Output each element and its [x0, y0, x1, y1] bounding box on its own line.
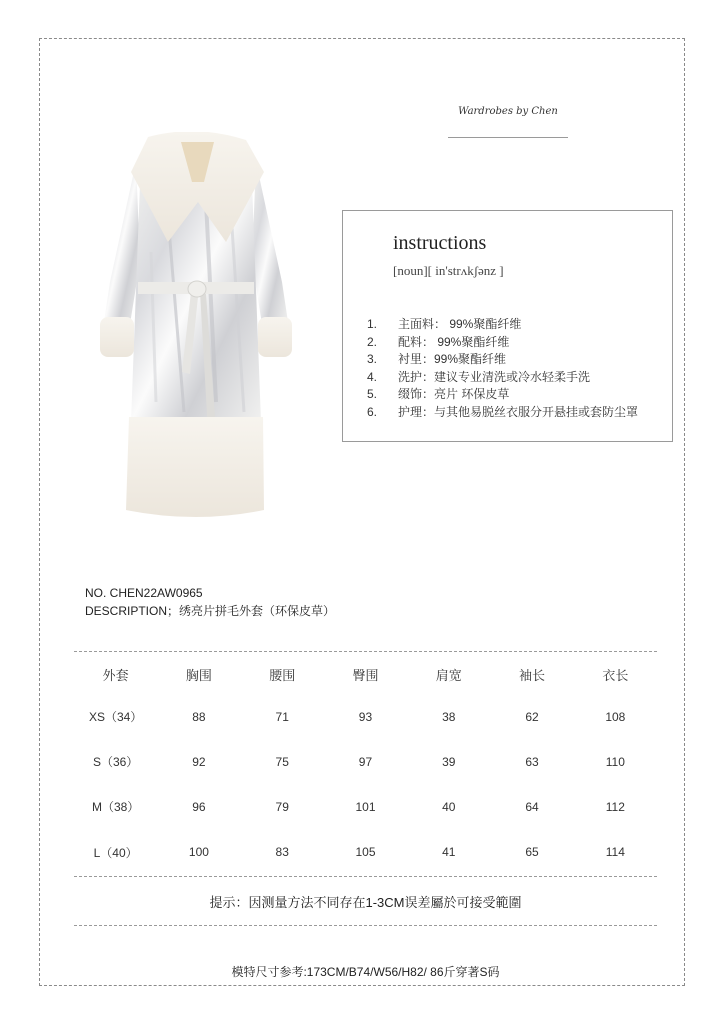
- col-header: 胸围: [185, 667, 212, 683]
- table-header-row: [74, 654, 657, 694]
- list-item: 6. 护理：与其他易脱丝衣服分开悬挂或套防尘罩: [367, 404, 639, 419]
- col-header: 衣长: [602, 667, 629, 683]
- col-header: 腰围: [269, 667, 296, 683]
- table-row: M（38） 96 79 101 40 64 112: [91, 799, 625, 815]
- col-header: 肩宽: [435, 667, 462, 683]
- instructions-list: [367, 316, 638, 421]
- model-reference: 模特尺寸参考:173CM/B74/W56/H82/ 86斤穿著S码: [231, 965, 500, 979]
- instructions-title: instructions: [393, 232, 487, 254]
- coat-product-image: [96, 132, 296, 524]
- brand-signature: Wardrobes by Chen: [458, 106, 558, 117]
- table-bottom-divider: [74, 876, 657, 877]
- product-meta: [85, 584, 335, 620]
- size-table: [74, 654, 657, 875]
- col-header: 外套: [102, 667, 129, 683]
- list-item: 3. 衬里：99%聚酯纤维: [367, 352, 507, 366]
- measurement-note: 提示：因测量方法不同存在1-3CM误差屬於可接受範圍: [209, 895, 522, 910]
- note-divider: [74, 925, 657, 926]
- list-item: 4. 洗护：建议专业清洗或冷水轻柔手洗: [367, 369, 591, 384]
- list-item: 5. 缀饰：亮片 环保皮草: [367, 387, 510, 401]
- list-item: 2. 配料： 99%聚酯纤维: [367, 334, 510, 349]
- table-row: S（36） 92 75 97 39 63 110: [92, 754, 625, 770]
- table-row: L（40） 100 83 105 41 65 114: [93, 845, 625, 860]
- product-number: NO. CHEN22AW0965: [85, 586, 203, 600]
- list-item: 1. 主面料： 99%聚酯纤维: [367, 317, 522, 331]
- col-header: 袖长: [519, 667, 546, 683]
- table-top-divider: [74, 651, 657, 652]
- instructions-box: [342, 210, 673, 442]
- instructions-phonetic: [noun][ in'strʌkʃənz ]: [393, 263, 504, 278]
- table-row: XS（34） 88 71 93 38 62 108: [88, 709, 626, 725]
- col-header: 臀围: [352, 667, 379, 683]
- product-description: DESCRIPTION；绣亮片拼毛外套（环保皮草）: [85, 604, 336, 618]
- brand-divider: [448, 137, 568, 138]
